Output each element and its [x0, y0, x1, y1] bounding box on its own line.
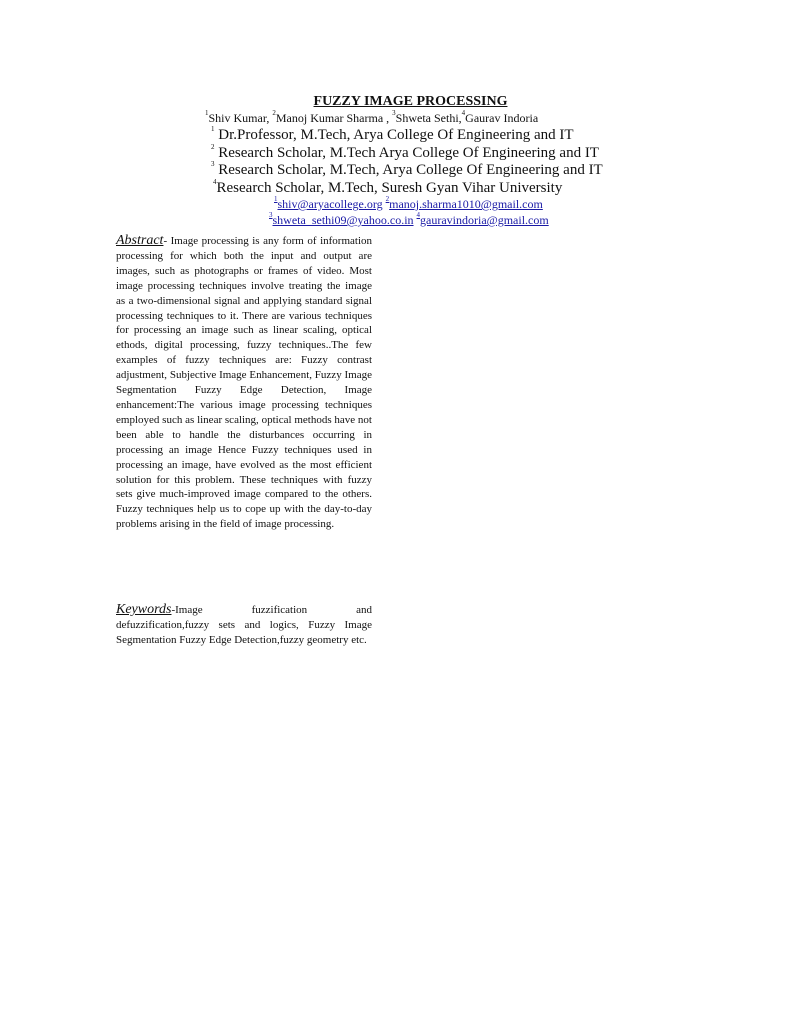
email-sup: 1 — [274, 195, 278, 203]
email-link[interactable]: shiv@aryacollege.org — [277, 197, 383, 211]
keywords-section — [116, 603, 372, 648]
email-link[interactable]: gauravindoria@gmail.com — [420, 213, 549, 227]
author-sup: 3 — [392, 109, 396, 117]
author-line — [205, 111, 538, 126]
keywords-heading: Keywords — [116, 602, 172, 617]
affiliation-sup: 1 — [211, 125, 215, 133]
affiliation-sup: 2 — [211, 143, 215, 151]
affiliation-text: Research Scholar, M.Tech, Arya College Of Engineering and IT — [218, 162, 603, 178]
author-name: Shiv Kumar, — [208, 111, 273, 125]
email-line-2 — [269, 213, 549, 228]
email-line-1 — [274, 197, 543, 212]
affiliation-text: Research Scholar, M.Tech, Suresh Gyan Vihar University — [216, 180, 563, 196]
abstract-heading: Abstract — [116, 233, 164, 248]
email-sup: 3 — [269, 211, 273, 219]
email-sup: 2 — [385, 195, 390, 203]
affiliation-text: Research Scholar, M.Tech Arya College Of Engineering and IT — [218, 145, 599, 161]
author-sup: 4 — [461, 109, 466, 117]
abstract-body: - Image processing is any form of information processing for which both the input and output are images, such as photographs or frames of video. Most image processing techniques involve treating the image as a two-dimensional signal and applying standard signal processing techniques to it. There are various techniques for processing an image such as linear scaling, optical ethods, digital processing, fuzzy techniques..The few examples of fuzzy techniques are: Fuzzy contrast adjustment, Subjective Image Enhancement, Fuzzy Image Segmentation Fuzzy Edge Detection, Image enhancement:The various image processing techniques employed such as linear scaling, optical methods have not been able to handle the disturbances occurring in processing an image Hence Fuzzy techniques used in processing an image, have evolved as the most efficient solution for this problem. These techniques with fuzzy sets give much-improved image compared to the others. Fuzzy techniques help us to cope up with the day-to-day problems arising in the field of image processing. — [116, 235, 372, 531]
affiliation-sup: 4 — [213, 178, 217, 186]
affiliation-3 — [211, 162, 603, 179]
author-name: Shweta Sethi, — [395, 111, 462, 125]
affiliation-text: Dr.Professor, M.Tech, Arya College Of Engineering and IT — [218, 127, 574, 143]
email-link[interactable]: shweta_sethi09@yahoo.co.in — [272, 213, 414, 227]
author-sup: 2 — [272, 109, 276, 117]
author-name: Gaurav Indoria — [465, 111, 539, 125]
email-sup: 4 — [416, 211, 421, 219]
affiliation-sup: 3 — [211, 160, 215, 168]
affiliation-2 — [211, 145, 599, 162]
abstract-section — [116, 234, 372, 532]
author-name: Manoj Kumar Sharma , — [275, 111, 393, 125]
paper-title: FUZZY IMAGE PROCESSING — [313, 94, 508, 109]
author-sup: 1 — [205, 109, 209, 117]
email-link[interactable]: manoj.sharma1010@gmail.com — [389, 197, 543, 211]
affiliation-1 — [211, 127, 574, 144]
keywords-body: -Image fuzzification and defuzzification,fuzzy sets and logics, Fuzzy Image Segmentation Fuzzy Edge Detection,fuzzy geometry etc. — [116, 604, 372, 646]
